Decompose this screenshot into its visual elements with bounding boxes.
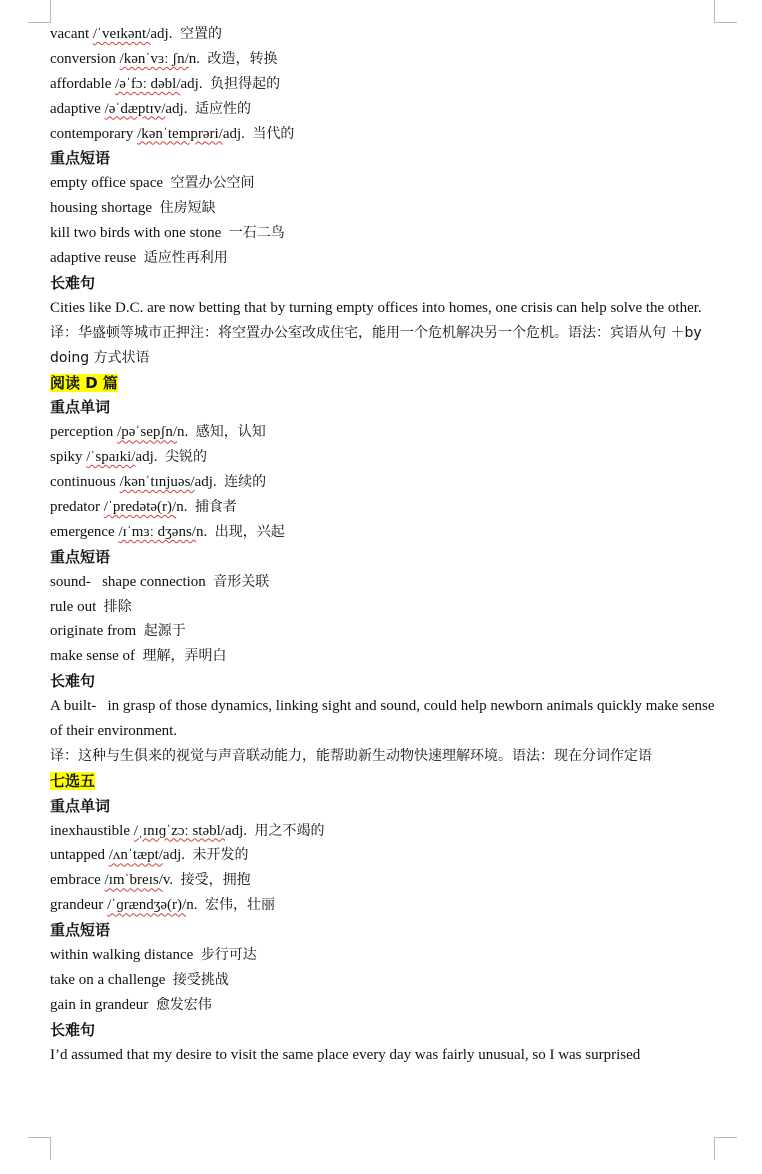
vocab-phonetic: /ˈɡrændʒə(r)/ xyxy=(107,897,187,914)
vocab-pos: adj. xyxy=(224,822,248,839)
vocab-word: affordable xyxy=(50,75,112,92)
section-heading-long-sentence: 长难句 xyxy=(50,273,96,292)
vocab-item xyxy=(50,420,716,445)
corner-mark-top-right xyxy=(714,0,737,23)
vocab-meaning: 用之不竭的 xyxy=(254,822,325,839)
vocab-meaning: 空置的 xyxy=(179,26,222,42)
translation: 译：华盛顿等城市正押注：将空置办公室改成住宅，能用一个危机解决另一个危机。语法：宾语从句 ＋by doing 方式状语 xyxy=(50,324,702,366)
vocab-phonetic: /ˈspaɪki/ xyxy=(86,449,136,466)
vocab-item xyxy=(50,893,716,918)
phrase-en: rule out xyxy=(50,598,97,615)
section-heading-words: 重点单词 xyxy=(50,398,111,417)
section-heading-words: 重点单词 xyxy=(50,796,111,815)
vocab-phonetic: /kənˈtɪnjuəs/ xyxy=(119,474,195,491)
vocab-phonetic: /ˈveɪkənt/ xyxy=(92,26,151,42)
section-heading-phrases: 重点短语 xyxy=(50,547,111,566)
vocab-item xyxy=(50,520,716,545)
phrase-item xyxy=(50,221,716,246)
phrase-item xyxy=(50,570,716,595)
vocab-item xyxy=(50,445,716,470)
phrase-cn: 接受挑战 xyxy=(172,971,229,988)
vocab-item xyxy=(50,843,716,868)
phrase-item xyxy=(50,993,716,1018)
vocab-phonetic: /ˈpredətə(r)/ xyxy=(103,498,177,515)
section-heading-long-sentence: 长难句 xyxy=(50,672,96,691)
phrase-cn: 排除 xyxy=(103,598,132,615)
vocab-item xyxy=(50,495,716,520)
vocab-item xyxy=(50,97,716,122)
vocab-word: grandeur xyxy=(50,897,104,914)
phrase-en: adaptive reuse xyxy=(50,250,137,267)
vocab-item xyxy=(50,470,716,495)
phrase-cn: 理解，弄明白 xyxy=(142,648,227,665)
vocab-meaning: 未开发的 xyxy=(192,847,249,864)
vocab-phonetic: /ɪˈmɜː dʒəns/ xyxy=(118,523,196,540)
vocab-pos: n. xyxy=(195,523,208,540)
vocab-phonetic: /ɪmˈbreɪs/ xyxy=(104,872,163,889)
vocab-meaning: 适应性的 xyxy=(194,100,251,117)
phrase-cn: 空置办公空间 xyxy=(170,175,255,192)
vocab-meaning: 接受，拥抱 xyxy=(180,872,251,889)
vocab-meaning: 连续的 xyxy=(224,474,267,491)
vocab-word: spiky xyxy=(50,449,83,466)
section-heading-phrases: 重点短语 xyxy=(50,149,111,168)
phrase-cn: 住房短缺 xyxy=(159,200,216,217)
vocab-pos: n. xyxy=(188,50,201,67)
corner-mark-bottom-left xyxy=(28,1137,51,1160)
phrase-item xyxy=(50,595,716,620)
phrase-item xyxy=(50,246,716,271)
vocab-item xyxy=(50,47,716,72)
vocab-word: embrace xyxy=(50,872,101,889)
section-heading-long-sentence: 长难句 xyxy=(50,1020,96,1039)
vocab-pos: adj. xyxy=(150,26,173,42)
phrase-en: empty office space xyxy=(50,175,164,192)
phrase-item xyxy=(50,171,716,196)
phrase-en: sound- shape connection xyxy=(50,573,206,590)
phrase-cn: 步行可达 xyxy=(200,947,257,964)
vocab-pos: adj. xyxy=(162,847,185,864)
phrase-item xyxy=(50,968,716,993)
section-heading-phrases: 重点短语 xyxy=(50,921,111,940)
phrase-item xyxy=(50,619,716,644)
vocab-meaning: 负担得起的 xyxy=(210,75,281,92)
vocab-pos: adj. xyxy=(165,100,188,117)
vocab-meaning: 出现，兴起 xyxy=(214,523,285,540)
vocab-phonetic: /pəˈsepʃn/ xyxy=(117,424,178,441)
vocab-item xyxy=(50,819,716,844)
vocab-item xyxy=(50,22,716,47)
vocab-meaning: 感知，认知 xyxy=(195,424,266,441)
section-title-seven-choose-five: 七选五 xyxy=(50,771,96,790)
translation: 译：这种与生俱来的视觉与声音联动能力，能帮助新生动物快速理解环境。语法：现在分词作定语 xyxy=(50,747,652,764)
section-title-reading-d: 阅读 D 篇 xyxy=(50,373,118,392)
vocab-item xyxy=(50,72,716,97)
vocab-phonetic: /əˈfɔː dəbl/ xyxy=(115,75,181,92)
phrase-cn: 起源于 xyxy=(143,623,186,640)
vocab-word: untapped xyxy=(50,847,105,864)
corner-mark-bottom-right xyxy=(714,1137,737,1160)
vocab-phonetic: /ˌɪnɪɡˈzɔː stəbl/ xyxy=(133,822,225,839)
vocab-phonetic: /kənˈtemprəri/ xyxy=(137,125,223,142)
vocab-meaning: 当代的 xyxy=(252,125,295,142)
vocab-phonetic: /ʌnˈtæpt/ xyxy=(108,847,163,864)
vocab-phonetic: /kənˈvɜː ʃn/ xyxy=(119,50,189,67)
vocab-pos: adj. xyxy=(135,449,158,466)
vocab-word: inexhaustible xyxy=(50,822,130,839)
phrase-item xyxy=(50,196,716,221)
long-sentence: Cities like D.C. are now betting that by turning empty offices into homes, one crisis can help solve the other. xyxy=(50,299,702,316)
vocab-word: perception xyxy=(50,424,114,441)
vocab-meaning: 尖锐的 xyxy=(165,449,208,466)
vocab-phonetic: /əˈdæptɪv/ xyxy=(104,100,166,117)
vocab-word: adaptive xyxy=(50,100,101,117)
phrase-en: within walking distance xyxy=(50,947,194,964)
phrase-cn: 音形关联 xyxy=(213,573,270,590)
vocab-word: conversion xyxy=(50,50,116,67)
phrase-en: kill two birds with one stone xyxy=(50,225,222,242)
phrase-en: make sense of xyxy=(50,648,135,665)
vocab-pos: n. xyxy=(177,424,189,441)
vocab-pos: n. xyxy=(176,498,188,515)
long-sentence: A built- in grasp of those dynamics, linking sight and sound, could help newborn animals quickly make sense of their environment. xyxy=(50,698,719,739)
vocab-word: predator xyxy=(50,498,100,515)
vocab-pos: adj. xyxy=(194,474,217,491)
document-body xyxy=(50,22,719,1068)
phrase-en: originate from xyxy=(50,623,137,640)
vocab-pos: n. xyxy=(186,897,198,914)
vocab-meaning: 宏伟，壮丽 xyxy=(204,897,275,914)
phrase-cn: 愈发宏伟 xyxy=(155,996,212,1013)
vocab-pos: v. xyxy=(162,872,174,889)
vocab-word: contemporary xyxy=(50,125,134,142)
vocab-meaning: 捕食者 xyxy=(194,498,237,515)
long-sentence: I’d assumed that my desire to visit the same place every day was fairly unusual, so I was surprised xyxy=(50,1046,641,1063)
phrase-en: gain in grandeur xyxy=(50,996,149,1013)
phrase-item xyxy=(50,644,716,669)
corner-mark-top-left xyxy=(28,0,51,23)
vocab-pos: adj. xyxy=(180,75,203,92)
phrase-cn: 一石二鸟 xyxy=(228,225,285,242)
vocab-word: continuous xyxy=(50,474,116,491)
phrase-en: housing shortage xyxy=(50,200,153,217)
phrase-item xyxy=(50,943,716,968)
vocab-item xyxy=(50,122,716,147)
vocab-item xyxy=(50,868,716,893)
vocab-word: emergence xyxy=(50,523,115,540)
phrase-cn: 适应性再利用 xyxy=(143,250,228,267)
vocab-word: vacant xyxy=(50,26,90,42)
vocab-pos: adj. xyxy=(222,125,245,142)
vocab-meaning: 改造，转换 xyxy=(207,50,278,67)
phrase-en: take on a challenge xyxy=(50,971,166,988)
